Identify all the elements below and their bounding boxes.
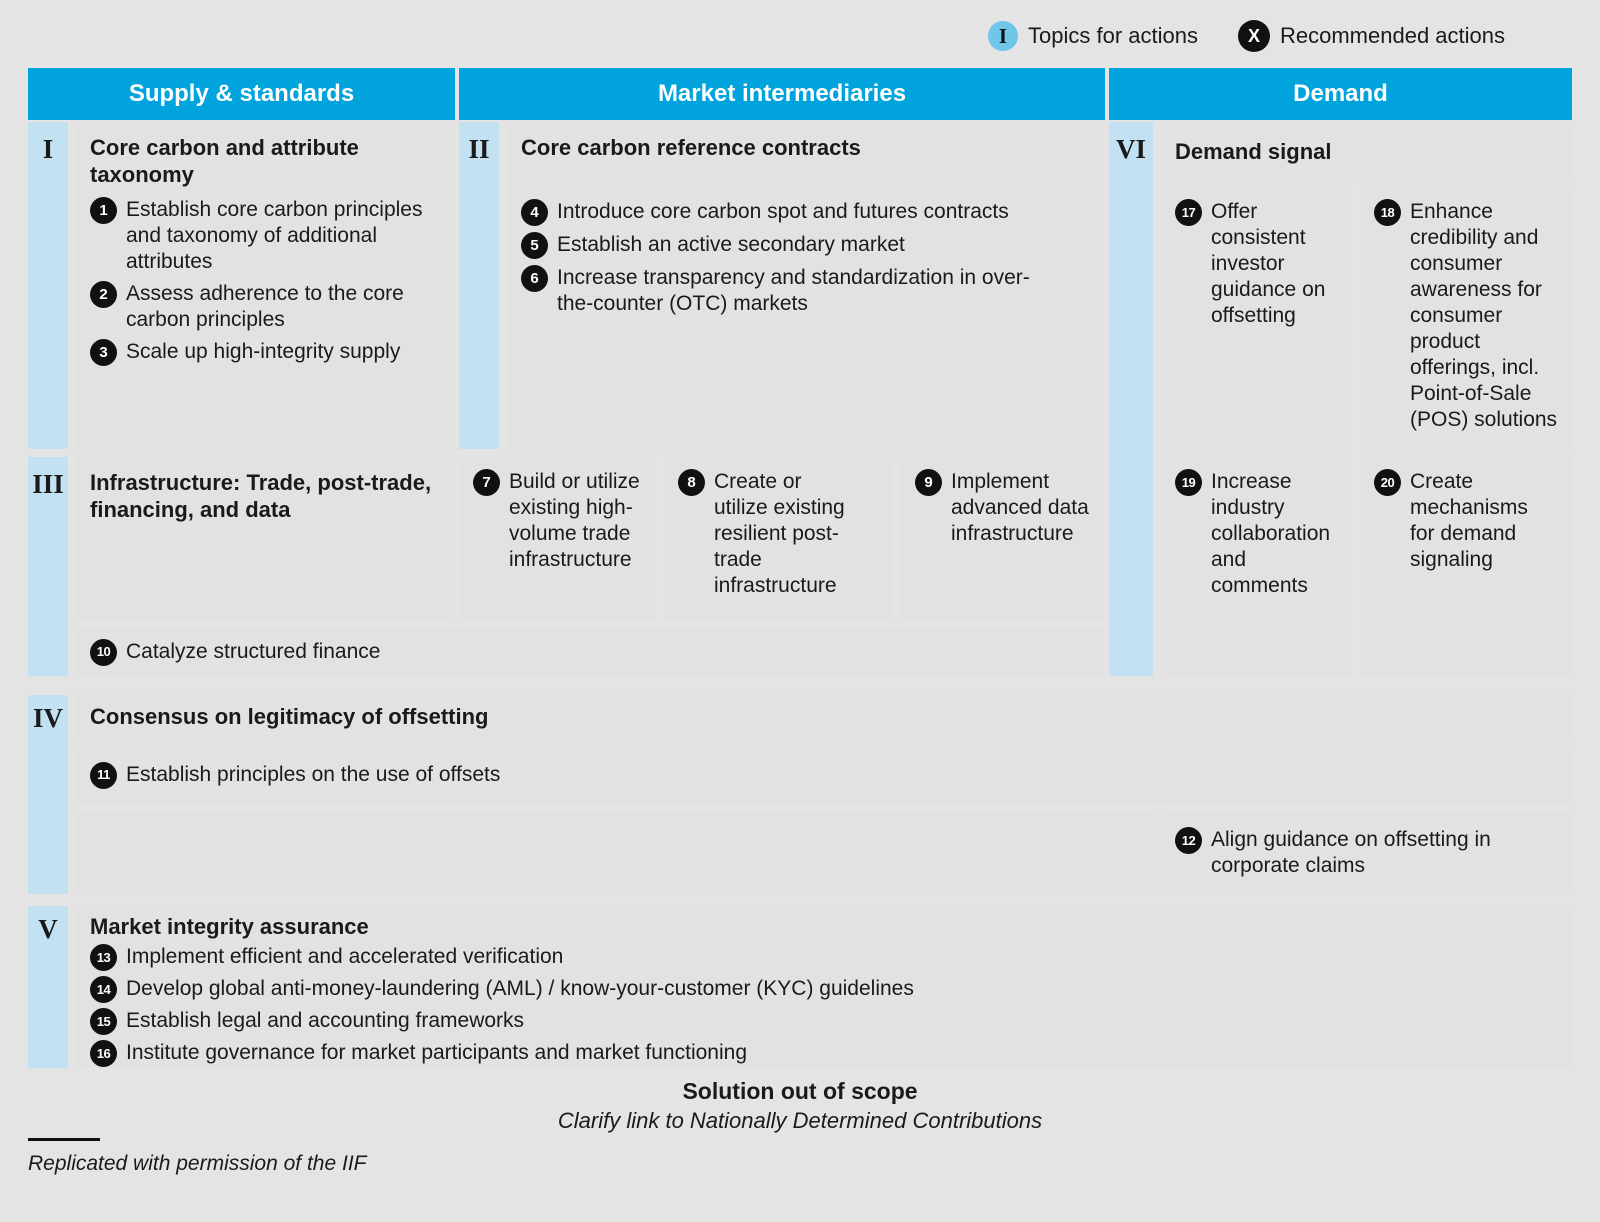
action-item-16 xyxy=(90,1040,1558,1067)
action-badge-11: 11 xyxy=(90,762,117,789)
action-badge-2: 2 xyxy=(90,281,117,308)
recommended-badge-icon: X xyxy=(1238,20,1270,52)
topic-numeral-i: I xyxy=(28,122,68,449)
action-text-5: Establish an active secondary market xyxy=(557,233,905,256)
action-item-2 xyxy=(90,281,441,333)
action-text-20: Create mechanisms for demand signaling xyxy=(1410,470,1528,571)
solution-out-of-scope-note: Clarify link to Nationally Determined Contributions xyxy=(557,1108,1043,1133)
action-text-15: Establish legal and accounting frameworks xyxy=(126,1009,525,1032)
attribution-text: Replicated with permission of the IIF xyxy=(28,1152,367,1175)
column-header-supply: Supply & standards xyxy=(28,68,455,120)
topic-v-title: Market integrity assurance xyxy=(90,914,369,939)
action-text-7: Build or utilize existing high-volume trade infrastructure xyxy=(509,470,640,571)
action-text-10: Catalyze structured finance xyxy=(126,639,381,663)
action-item-18 xyxy=(1374,199,1558,433)
action-item-15 xyxy=(90,1008,1558,1035)
cell-action-19 xyxy=(1161,457,1352,676)
action-text-6: Increase transparency and standardization in over-the-counter (OTC) markets xyxy=(557,266,1030,315)
action-item-5 xyxy=(521,232,1091,259)
action-text-3: Scale up high-integrity supply xyxy=(126,340,401,363)
legend-recommended-label: Recommended actions xyxy=(1280,23,1506,48)
cell-topic-vi-heading xyxy=(1161,122,1572,181)
action-text-2: Assess adherence to the core carbon principles xyxy=(126,282,404,331)
legend-topics-label: Topics for actions xyxy=(1028,23,1198,48)
action-text-18: Enhance credibility and consumer awareness for consumer product offerings, incl. Point-of-Sale (POS) solutions xyxy=(1410,200,1558,431)
column-header-demand: Demand xyxy=(1109,68,1572,120)
action-badge-19: 19 xyxy=(1175,469,1202,496)
action-text-19: Increase industry collaboration and comments xyxy=(1211,470,1331,597)
action-badge-1: 1 xyxy=(90,197,117,224)
action-item-17 xyxy=(1175,199,1338,329)
action-text-11: Establish principles on the use of offsets xyxy=(126,762,501,786)
cell-topic-i xyxy=(76,122,455,449)
cell-iv-empty xyxy=(76,812,1153,894)
action-badge-17: 17 xyxy=(1175,199,1202,226)
topic-numeral-v: V xyxy=(28,906,68,1068)
action-item-19 xyxy=(1175,469,1338,599)
action-item-8 xyxy=(678,469,879,599)
action-item-6 xyxy=(521,265,1091,317)
action-item-11 xyxy=(90,762,500,789)
action-badge-9: 9 xyxy=(915,469,942,496)
legend-recommended xyxy=(1238,20,1505,52)
column-header-intermediaries: Market intermediaries xyxy=(459,68,1105,120)
cell-action-8 xyxy=(664,457,893,620)
topics-badge-icon: I xyxy=(988,21,1018,51)
action-item-10 xyxy=(90,639,380,666)
action-item-7 xyxy=(473,469,642,573)
cell-action-12 xyxy=(1161,812,1572,894)
action-badge-20: 20 xyxy=(1374,469,1401,496)
action-badge-8: 8 xyxy=(678,469,705,496)
action-badge-13: 13 xyxy=(90,944,117,971)
topic-ii-title: Core carbon reference contracts xyxy=(521,135,861,160)
action-item-1 xyxy=(90,197,441,275)
action-badge-16: 16 xyxy=(90,1040,117,1067)
cell-action-11 xyxy=(76,746,1572,804)
action-text-9: Implement advanced data infrastructure xyxy=(951,470,1089,545)
action-item-14 xyxy=(90,976,1558,1003)
action-text-13: Implement efficient and accelerated verification xyxy=(126,945,564,968)
action-badge-10: 10 xyxy=(90,639,117,666)
cell-topic-iii xyxy=(76,457,455,620)
action-badge-3: 3 xyxy=(90,339,117,366)
cell-action-18 xyxy=(1360,187,1572,449)
cell-action-17 xyxy=(1161,187,1352,449)
action-badge-12: 12 xyxy=(1175,827,1202,854)
cell-action-10 xyxy=(76,628,1105,676)
topic-numeral-ii: II xyxy=(459,122,499,449)
cell-action-9 xyxy=(901,457,1105,620)
action-text-16: Institute governance for market participants and market functioning xyxy=(126,1041,747,1064)
topic-numeral-iii: III xyxy=(28,457,68,676)
action-text-1: Establish core carbon principles and taxonomy of additional attributes xyxy=(126,198,423,273)
action-item-4 xyxy=(521,199,1091,226)
topic-i-title: Core carbon and attribute taxonomy xyxy=(90,135,359,187)
cell-action-20 xyxy=(1360,457,1572,676)
topic-numeral-iv: IV xyxy=(28,695,68,894)
action-item-9 xyxy=(915,469,1091,547)
action-badge-7: 7 xyxy=(473,469,500,496)
topic-iv-title: Consensus on legitimacy of offsetting xyxy=(90,704,489,729)
action-item-12 xyxy=(1175,827,1558,879)
action-badge-18: 18 xyxy=(1374,199,1401,226)
action-badge-5: 5 xyxy=(521,232,548,259)
cell-topic-iv-heading xyxy=(76,695,1572,738)
action-item-3 xyxy=(90,339,441,366)
footnote-rule xyxy=(28,1138,100,1141)
action-badge-14: 14 xyxy=(90,976,117,1003)
action-text-8: Create or utilize existing resilient post-trade infrastructure xyxy=(714,470,845,597)
action-badge-4: 4 xyxy=(521,199,548,226)
action-text-4: Introduce core carbon spot and futures contracts xyxy=(557,200,1009,223)
action-badge-15: 15 xyxy=(90,1008,117,1035)
action-text-14: Develop global anti-money-laundering (AML) / know-your-customer (KYC) guidelines xyxy=(126,977,914,1000)
cell-action-7 xyxy=(459,457,656,620)
action-item-20 xyxy=(1374,469,1558,573)
action-text-17: Offer consistent investor guidance on offsetting xyxy=(1211,200,1326,327)
solution-out-of-scope-title: Solution out of scope xyxy=(682,1078,918,1104)
action-item-13 xyxy=(90,944,1558,971)
cell-topic-ii xyxy=(507,122,1105,449)
topic-vi-title: Demand signal xyxy=(1175,139,1332,164)
action-text-12: Align guidance on offsetting in corporate claims xyxy=(1211,828,1491,877)
legend-topics xyxy=(988,21,1198,51)
action-badge-6: 6 xyxy=(521,265,548,292)
cell-topic-v xyxy=(76,906,1572,1068)
topic-iii-title: Infrastructure: Trade, post-trade, financing, and data xyxy=(90,470,432,522)
topic-numeral-vi: VI xyxy=(1109,122,1153,676)
